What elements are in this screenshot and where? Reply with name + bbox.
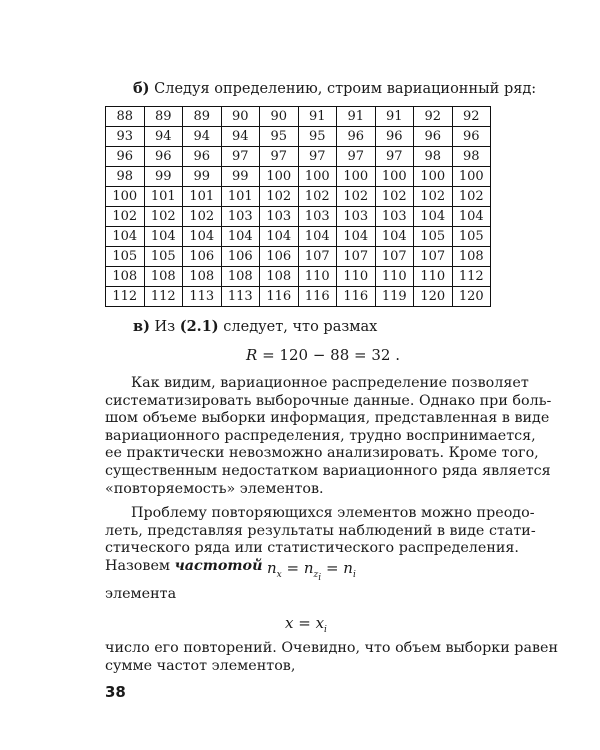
- range-symbol: R: [246, 346, 258, 364]
- table-cell: 110: [298, 267, 337, 287]
- table-cell: 120: [414, 287, 453, 307]
- table-cell: 96: [375, 127, 414, 147]
- table-cell: 97: [375, 147, 414, 167]
- element-formula: $x = x_i$: [285, 614, 327, 635]
- n-symbol: n: [343, 559, 353, 577]
- table-cell: 102: [298, 187, 337, 207]
- range-formula: [246, 346, 400, 364]
- table-cell: 102: [337, 187, 376, 207]
- table-cell: 93: [106, 127, 145, 147]
- table-cell: 100: [414, 167, 453, 187]
- paragraph-line: Проблему повторяющихся элементов можно преодо-: [131, 505, 535, 521]
- word-element: элемента: [105, 586, 177, 602]
- table-cell: 113: [221, 287, 260, 307]
- paragraph-line-last: сумме частот элементов,: [105, 657, 296, 674]
- table-row: [106, 107, 491, 127]
- table-cell: 108: [144, 267, 183, 287]
- paragraph-variation-distribution: [105, 375, 552, 498]
- table-cell: 101: [183, 187, 222, 207]
- paragraph-line: леть, представляя результаты наблюдений в виде стати-: [105, 522, 536, 539]
- table-cell: 100: [452, 167, 491, 187]
- table-cell: 110: [375, 267, 414, 287]
- closing-text: [105, 640, 559, 675]
- table-cell: 99: [183, 167, 222, 187]
- table-cell: 104: [260, 227, 299, 247]
- table-cell: 108: [260, 267, 299, 287]
- table-cell: 104: [298, 227, 337, 247]
- table-cell: 104: [144, 227, 183, 247]
- table-cell: 101: [221, 187, 260, 207]
- paragraph-line: ее практически невозможно анализировать. Кроме того,: [105, 445, 539, 462]
- paragraph-line: Как видим, вариационное распределение позволяет: [131, 375, 529, 391]
- table-cell: 94: [144, 127, 183, 147]
- table-cell: 100: [298, 167, 337, 187]
- paragraph-line: систематизировать выборочные данные. Однако при боль-: [105, 392, 552, 409]
- table-cell: 104: [452, 207, 491, 227]
- table-cell: 107: [414, 247, 453, 267]
- subscript-i: i: [324, 625, 327, 635]
- table-cell: 105: [106, 247, 145, 267]
- table-cell: 106: [260, 247, 299, 267]
- table-cell: 98: [452, 147, 491, 167]
- frequency-formula: $n_x = n_{z_i} = n_i$: [267, 559, 356, 583]
- table-cell: 89: [144, 107, 183, 127]
- table-cell: 100: [375, 167, 414, 187]
- table-cell: 104: [337, 227, 376, 247]
- table-cell: 99: [144, 167, 183, 187]
- table-cell: 104: [183, 227, 222, 247]
- table-cell: 92: [452, 107, 491, 127]
- table-cell: 112: [452, 267, 491, 287]
- table-cell: 103: [298, 207, 337, 227]
- n-symbol: n: [303, 559, 314, 577]
- range-expression: = 120 − 88 = 32 .: [262, 346, 400, 364]
- table-cell: 97: [260, 147, 299, 167]
- table-cell: 103: [260, 207, 299, 227]
- table-cell: 90: [260, 107, 299, 127]
- paragraph-line: вариационного распределения, трудно воспринимается,: [105, 427, 536, 444]
- section-v-text-after: следует, что размах: [223, 319, 378, 335]
- definition-prefix: Назовем: [105, 557, 171, 574]
- x-symbol: x: [315, 614, 325, 632]
- x-symbol: x: [285, 614, 294, 632]
- defined-term: частотой: [174, 557, 263, 574]
- table-row: [106, 227, 491, 247]
- table-cell: 96: [183, 147, 222, 167]
- table-cell: 105: [414, 227, 453, 247]
- table-cell: 97: [337, 147, 376, 167]
- table-cell: 106: [221, 247, 260, 267]
- variation-series-table: [105, 106, 491, 307]
- table-cell: 102: [106, 207, 145, 227]
- table-cell: 106: [183, 247, 222, 267]
- section-b-label: б): [133, 80, 150, 97]
- table-cell: 102: [375, 187, 414, 207]
- section-v-text-before: Из: [154, 319, 176, 335]
- table-cell: 95: [260, 127, 299, 147]
- table-cell: 102: [183, 207, 222, 227]
- table-cell: 116: [337, 287, 376, 307]
- subscript-z: z: [313, 570, 319, 580]
- table-cell: 88: [106, 107, 145, 127]
- table-cell: 119: [375, 287, 414, 307]
- table-row: [106, 247, 491, 267]
- subscript-x: x: [276, 570, 282, 580]
- paragraph-line: число его повторений. Очевидно, что объем выборки равен: [105, 640, 559, 656]
- section-b-text: Следуя определению, строим вариационный ряд:: [154, 81, 537, 97]
- table-row: [106, 127, 491, 147]
- table-cell: 101: [144, 187, 183, 207]
- paragraph-line: существенным недостатком вариационного ряда является: [105, 462, 551, 479]
- paragraph-line: шом объеме выборки информация, представленная в виде: [105, 410, 550, 427]
- table-cell: 108: [452, 247, 491, 267]
- table-cell: 120: [452, 287, 491, 307]
- section-b-intro: [133, 80, 536, 98]
- table-cell: 102: [260, 187, 299, 207]
- section-v-intro: [133, 318, 377, 336]
- table-cell: 116: [298, 287, 337, 307]
- table-cell: 107: [337, 247, 376, 267]
- table-cell: 103: [375, 207, 414, 227]
- table-cell: 94: [221, 127, 260, 147]
- table-cell: 108: [106, 267, 145, 287]
- subscript-i: i: [352, 570, 356, 580]
- table-cell: 104: [221, 227, 260, 247]
- table-cell: 104: [414, 207, 453, 227]
- table-cell: 113: [183, 287, 222, 307]
- table-cell: 100: [106, 187, 145, 207]
- table-row: [106, 187, 491, 207]
- table-cell: 95: [298, 127, 337, 147]
- page-number: 38: [105, 683, 126, 701]
- table-cell: 89: [183, 107, 222, 127]
- table-cell: 100: [337, 167, 376, 187]
- table-cell: 96: [106, 147, 145, 167]
- table-cell: 112: [144, 287, 183, 307]
- table-cell: 104: [106, 227, 145, 247]
- table-row: [106, 207, 491, 227]
- table-row: [106, 147, 491, 167]
- table-cell: 102: [144, 207, 183, 227]
- table-cell: 108: [221, 267, 260, 287]
- n-symbol: n: [267, 559, 277, 577]
- subscript-zi: i: [318, 572, 322, 583]
- table-cell: 108: [183, 267, 222, 287]
- table-cell: 97: [221, 147, 260, 167]
- table-cell: 105: [452, 227, 491, 247]
- table-cell: 96: [144, 147, 183, 167]
- table-cell: 105: [144, 247, 183, 267]
- table-cell: 104: [375, 227, 414, 247]
- table-row: [106, 267, 491, 287]
- table-cell: 99: [221, 167, 260, 187]
- table-cell: 107: [375, 247, 414, 267]
- paragraph-line-last: «повторяемость» элементов.: [105, 480, 324, 497]
- table-cell: 116: [260, 287, 299, 307]
- table-cell: 96: [337, 127, 376, 147]
- table-cell: 97: [298, 147, 337, 167]
- table-cell: 107: [298, 247, 337, 267]
- table-cell: 103: [221, 207, 260, 227]
- table-cell: 102: [452, 187, 491, 207]
- table-cell: 110: [337, 267, 376, 287]
- table-cell: 91: [375, 107, 414, 127]
- table-cell: 98: [414, 147, 453, 167]
- table-cell: 92: [414, 107, 453, 127]
- paragraph-line: стического ряда или статистического распределения.: [105, 540, 519, 557]
- table-cell: 91: [337, 107, 376, 127]
- equation-reference: (2.1): [179, 318, 219, 335]
- table-cell: 94: [183, 127, 222, 147]
- table-cell: 90: [221, 107, 260, 127]
- table-cell: 112: [106, 287, 145, 307]
- table-cell: 100: [260, 167, 299, 187]
- table-row: [106, 287, 491, 307]
- table-cell: 96: [414, 127, 453, 147]
- table-cell: 96: [452, 127, 491, 147]
- table-cell: 91: [298, 107, 337, 127]
- table-row: [106, 167, 491, 187]
- table-cell: 103: [337, 207, 376, 227]
- table-cell: 102: [414, 187, 453, 207]
- table-cell: 110: [414, 267, 453, 287]
- section-v-label: в): [133, 318, 150, 335]
- table-cell: 98: [106, 167, 145, 187]
